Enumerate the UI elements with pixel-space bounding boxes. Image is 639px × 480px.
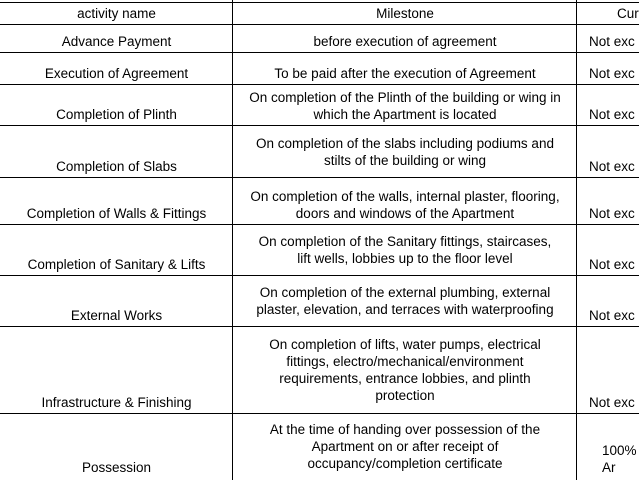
header-activity-name: activity name xyxy=(77,6,156,21)
activity-cell: Completion of Sanitary & Lifts xyxy=(27,257,206,272)
activity-cell: Completion of Walls & Fittings xyxy=(26,206,207,221)
milestone-cell: On completion of the slabs including podiums and stilts of the building or wing xyxy=(256,135,554,168)
current-status-cell: Not exc xyxy=(589,34,635,49)
header-milestone: Milestone xyxy=(376,6,434,21)
activity-cell: Infrastructure & Finishing xyxy=(41,395,192,410)
current-status-cell: Not exc xyxy=(589,107,635,122)
activity-cell: Execution of Agreement xyxy=(44,66,189,81)
current-status-cell: 100% Ar xyxy=(602,443,637,475)
header-current: Cur xyxy=(617,6,639,21)
current-status-cell: Not exc xyxy=(589,66,635,81)
current-status-cell: Not exc xyxy=(589,206,635,221)
milestone-cell: On completion of the external plumbing, external plaster, elevation, and terraces with waterproofing xyxy=(256,285,554,317)
milestone-cell: before execution of agreement xyxy=(313,34,497,49)
current-status-cell: Not exc xyxy=(589,159,635,174)
milestone-cell: On completion of the Sanitary fittings, staircases, lift wells, lobbies up to the floor level xyxy=(258,234,552,266)
activity-cell: Possession xyxy=(81,460,152,475)
current-status-cell: Not exc xyxy=(589,257,635,272)
milestone-cell: To be paid after the execution of Agreement xyxy=(274,66,536,81)
milestone-cell: On completion of the walls, internal plaster, flooring, doors and windows of the Apartment xyxy=(250,189,560,221)
current-status-cell: Not exc xyxy=(589,395,635,410)
activity-cell: Advance Payment xyxy=(61,34,172,49)
milestone-cell: On completion of lifts, water pumps, electrical fittings, electro/mechanical/environment requirements, entrance lobbies, and plinth protection xyxy=(269,337,541,403)
activity-cell: Completion of Plinth xyxy=(56,107,177,122)
activity-cell: Completion of Slabs xyxy=(56,159,177,174)
current-status-cell: Not exc xyxy=(589,308,635,323)
activity-cell: External Works xyxy=(70,308,163,323)
milestone-cell: At the time of handing over possession of the Apartment on or after receipt of occupancy/completion certificate xyxy=(269,421,541,471)
milestone-cell: On completion of the Plinth of the building or wing in which the Apartment is located xyxy=(249,90,561,122)
